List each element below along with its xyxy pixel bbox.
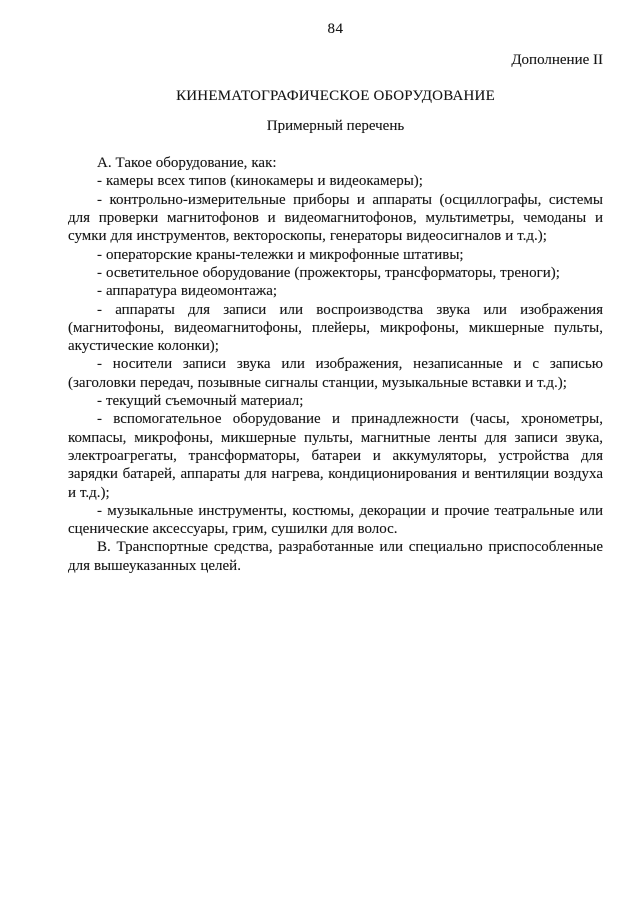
paragraph: - осветительное оборудование (прожекторы, трансформаторы, треноги); — [97, 264, 560, 281]
document-title: КИНЕМАТОГРАФИЧЕСКОЕ ОБОРУДОВАНИЕ — [176, 87, 495, 104]
paragraph: - камеры всех типов (кинокамеры и видеокамеры); — [97, 173, 423, 190]
page-number: 84 — [327, 21, 344, 37]
annex-label: Дополнение II — [511, 52, 603, 69]
document-subtitle: Примерный перечень — [266, 117, 405, 134]
paragraph: - носители записи звука или изображения, незаписанные и с записью (заголовки передач, позывные сигналы станции, музыкальные вставки и т.д.); — [68, 356, 603, 391]
paragraph: - текущий съемочный материал; — [97, 393, 304, 410]
paragraph: - вспомогательное оборудование и принадлежности (часы, хронометры, компасы, микрофоны, микшерные пульты, магнитные ленты для записи звука, электроагрегаты, трансформаторы, батареи и аккумуляторы, устройства для зарядки батарей, аппараты для нагрева, кондиционирования и вентиляции воздуха и т.д.); — [68, 411, 603, 501]
paragraph: - аппаратура видеомонтажа; — [97, 283, 278, 300]
paragraph: - контрольно-измерительные приборы и аппараты (осциллографы, системы для проверки магнитофонов и видеомагнитофонов, мультиметры, чемоданы и сумки для инструментов, вектороскопы, генераторы видеосигналов и т.д.); — [68, 191, 603, 245]
paragraph: - аппараты для записи или воспроизводства звука или изображения (магнитофоны, видеомагнитофоны, плейеры, микрофоны, микшерные пульты, акустические колонки); — [68, 301, 603, 355]
paragraph: - музыкальные инструменты, костюмы, декорации и прочие театральные или сценические аксессуары, грим, сушилки для волос. — [68, 502, 603, 538]
paragraph: В. Транспортные средства, разработанные или специально приспособленные для вышеуказанных целей. — [68, 539, 603, 574]
document-body — [68, 154, 603, 575]
paragraph: - операторские краны-тележки и микрофонные штативы; — [97, 246, 464, 263]
paragraph: А. Такое оборудование, как: — [97, 155, 277, 172]
page-content — [68, 0, 603, 575]
